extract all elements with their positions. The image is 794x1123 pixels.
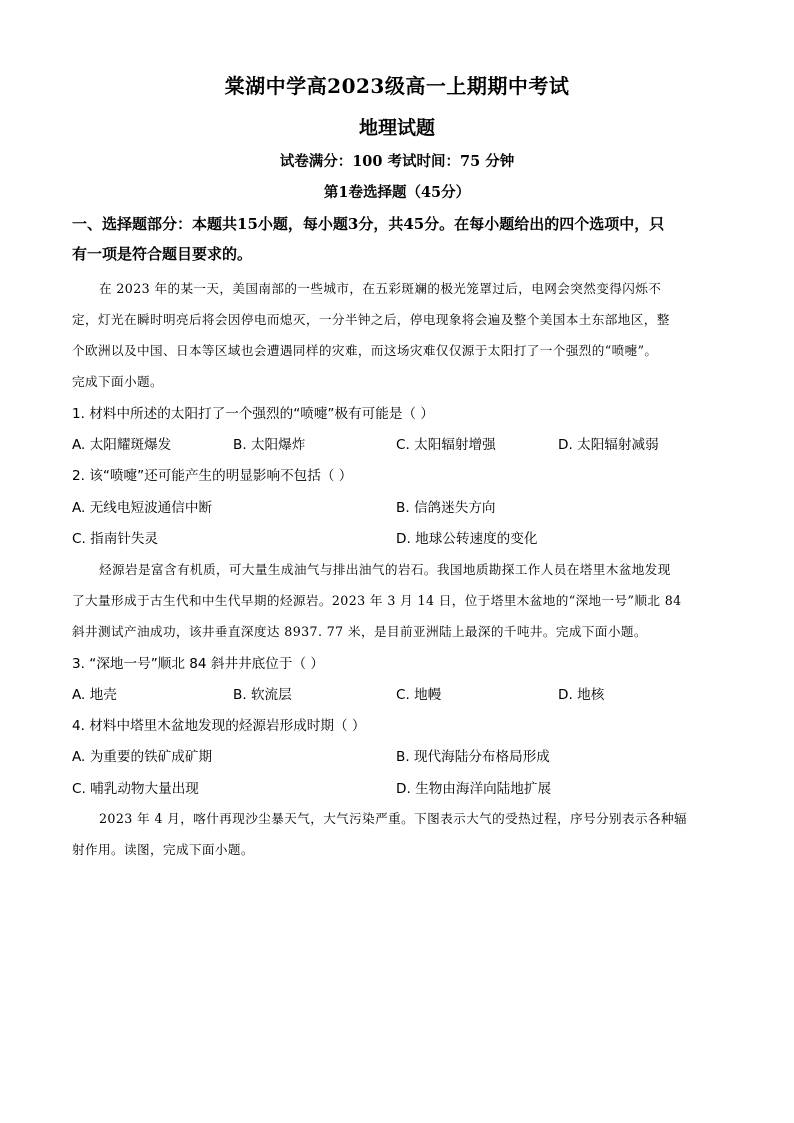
question-3-option-c[interactable]: C. 地幔 [396, 687, 442, 703]
question-2-option-c[interactable]: C. 指南针失灵 [72, 531, 159, 547]
question-1-stem: 1. 材料中所述的太阳打了一个强烈的“喷嚏”极有可能是（ ） [72, 406, 434, 422]
question-2-option-b[interactable]: B. 信鸽迷失方向 [396, 500, 496, 516]
question-3-option-b[interactable]: B. 软流层 [233, 687, 292, 703]
question-2-stem: 2. 该“喷嚏”还可能产生的明显影响不包括（ ） [72, 468, 353, 484]
question-4-option-d[interactable]: D. 生物由海洋向陆地扩展 [396, 781, 552, 797]
passage2-line-3: 斜井测试产油成功，该井垂直深度达 8937. 77 米，是目前亚洲陆上最深的千吨井。完成下面小题。 [72, 624, 647, 639]
question-4-option-c[interactable]: C. 哺乳动物大量出现 [72, 781, 199, 797]
question-2-option-a[interactable]: A. 无线电短波通信中断 [72, 500, 213, 516]
question-3-option-d[interactable]: D. 地核 [558, 687, 605, 703]
question-4-option-b[interactable]: B. 现代海陆分布格局形成 [396, 749, 550, 765]
question-1-option-a[interactable]: A. 太阳耀斑爆发 [72, 437, 172, 453]
exam-title: 棠湖中学高2023级高一上期期中考试 [224, 74, 570, 98]
passage1-line-1: 在 2023 年的某一天，美国南部的一些城市，在五彩斑斓的极光笼罩过后，电网会突然变得闪烁不 [99, 281, 662, 296]
question-2-option-d[interactable]: D. 地球公转速度的变化 [396, 531, 538, 547]
question-3-option-a[interactable]: A. 地壳 [72, 687, 117, 703]
question-1-option-c[interactable]: C. 太阳辐射增强 [396, 437, 496, 453]
passage2-line-1: 烃源岩是富含有机质，可大量生成油气与排出油气的岩石。我国地质勘探工作人员在塔里木盆地发现 [99, 562, 671, 577]
subject-title: 地理试题 [358, 117, 435, 139]
passage3-line-1: 2023 年 4 月，喀什再现沙尘暴天气，大气污染严重。下图表示大气的受热过程，序号分别表示各种辐 [99, 811, 688, 826]
question-4-stem: 4. 材料中塔里木盆地发现的烃源岩形成时期（ ） [72, 718, 366, 734]
question-1-option-b[interactable]: B. 太阳爆炸 [233, 437, 306, 453]
passage3-line-2: 射作用。读图，完成下面小题。 [72, 842, 254, 857]
passage2-line-2: 了大量形成于古生代和中生代早期的烃源岩。2023 年 3 月 14 日，位于塔里木盆地的“深地一号”顺北 84 [72, 593, 682, 608]
instructions-line-2: 有一项是符合题目要求的。 [72, 245, 253, 263]
section-heading: 第1卷选择题（45分） [323, 184, 471, 201]
exam-info: 试卷满分：100 考试时间：75 分钟 [279, 153, 515, 170]
question-4-option-a[interactable]: A. 为重要的铁矿成矿期 [72, 749, 213, 765]
passage1-line-2: 定，灯光在瞬时明亮后将会因停电而熄灭，一分半钟之后，停电现象将会遍及整个美国本土东部地区，整 [72, 312, 670, 327]
passage1-line-3: 个欧洲以及中国、日本等区域也会遭遇同样的灾难，而这场灾难仅仅源于太阳打了一个强烈的“喷嚏”。 [72, 343, 658, 358]
passage1-line-4: 完成下面小题。 [72, 374, 163, 389]
question-1-option-d[interactable]: D. 太阳辐射减弱 [558, 437, 659, 453]
question-3-stem: 3. “深地一号”顺北 84 斜井井底位于（ ） [72, 656, 324, 672]
instructions-line-1: 一、选择题部分：本题共15小题，每小题3分，共45分。在每小题给出的四个选项中，只 [72, 215, 665, 233]
